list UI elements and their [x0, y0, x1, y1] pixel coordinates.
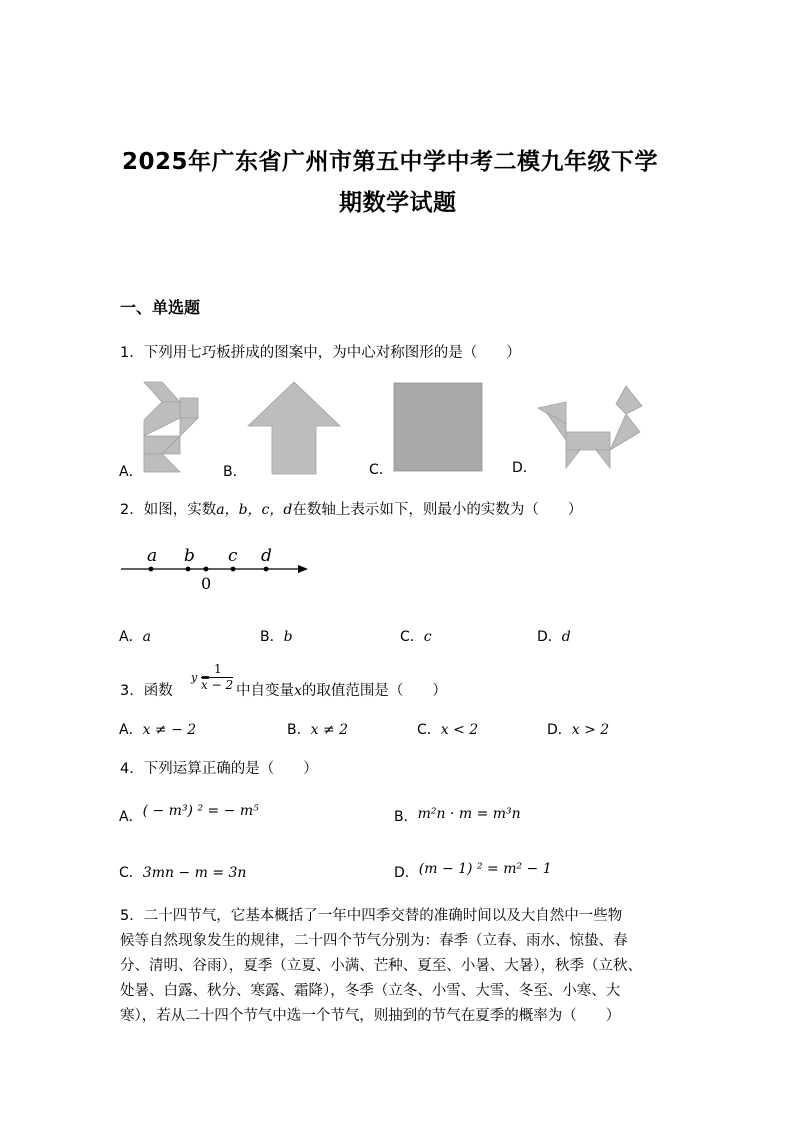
point-zero [204, 567, 209, 572]
number-line-arrow [298, 565, 308, 573]
q3-stem-rest: 中自变量x的取值范围是（ ） [236, 683, 447, 699]
question-5-line-2: 候等自然现象发生的规律，二十四个节气分别为：春季（立春、雨水、惊蛰、春 [120, 933, 628, 949]
q4-option-a: A．( − m³) ² = − m⁵ [119, 803, 259, 825]
tangram-arrow-shape [248, 382, 340, 474]
q1-option-d-label: D． [512, 460, 537, 476]
label-b: b [184, 546, 195, 566]
q2-stem-prefix: 2．如图，实数 [120, 502, 217, 518]
tangram-piece [144, 454, 180, 472]
point-a [149, 567, 154, 572]
label-c: c [228, 546, 238, 566]
question-1-stem: 1．下列用七巧板拼成的图案中，为中心对称图形的是（ ） [120, 345, 521, 361]
question-5-line-4: 处暑、白露、秋分、寒露、霜降），冬季（立冬、小雪、大雪、冬至、小寒、大 [120, 983, 621, 999]
q3-option-a: A．x ≠ − 2 [119, 722, 197, 738]
page-title-line-1: 2025年广东省广州市第五中学中考二模九年级下学 [122, 149, 659, 175]
tangram-piece [610, 414, 640, 450]
q2-stem-suffix: 在数轴上表示如下，则最小的实数为（ ） [292, 502, 583, 518]
tangram-piece [566, 432, 610, 450]
tangram-square-shape [394, 383, 482, 471]
tangram-piece [566, 450, 580, 468]
q1-option-c-figure [392, 381, 484, 473]
tangram-piece [180, 398, 198, 418]
q1-option-a-figure [140, 380, 202, 476]
q3-denominator: x − 2 [201, 678, 234, 692]
q1-option-b-label: B． [223, 464, 247, 480]
q1-option-c-label: C． [369, 462, 393, 478]
tangram-piece [616, 386, 642, 414]
question-5-line-1: 5．二十四节气，它基本概括了一年中四季交替的准确时间以及大自然中一些物 [120, 908, 623, 924]
q4-option-c: C．3mn − m = 3n [119, 865, 247, 881]
q3-numerator: 1 [214, 662, 222, 676]
point-d [264, 567, 269, 572]
label-zero: 0 [201, 574, 212, 593]
q2-option-a: A．a [119, 629, 151, 645]
point-c [231, 567, 236, 572]
q4-option-d: D．(m − 1) ² = m² − 1 [394, 861, 552, 881]
q3-option-b: B．x ≠ 2 [287, 722, 349, 738]
q2-stem-vars: a，b，c，d [216, 502, 293, 518]
q2-option-d: D．d [537, 629, 571, 645]
tangram-piece [596, 450, 610, 468]
tangram-piece [180, 418, 198, 436]
q1-option-a-label: A． [119, 464, 143, 480]
page-title-line-2: 期数学试题 [339, 190, 457, 216]
question-5-line-5: 寒），若从二十四个节气中选一个节气，则抽到的节气在夏季的概率为（ ） [120, 1008, 621, 1024]
point-b [186, 567, 191, 572]
number-line-figure [118, 542, 318, 594]
label-a: a [147, 546, 158, 566]
question-2-stem [120, 498, 582, 519]
q3-y-eq: y = [191, 671, 210, 684]
tangram-piece [144, 382, 180, 402]
q2-option-b: B．b [260, 629, 293, 645]
q3-stem-prefix: 3．函数 [120, 683, 173, 699]
q1-option-d-figure [536, 384, 648, 474]
q2-option-c: C．c [400, 629, 432, 645]
label-d: d [261, 546, 272, 566]
tangram-piece [144, 402, 180, 436]
question-5-line-3: 分、清明、谷雨），夏季（立夏、小满、芒种、夏至、小暑、大暑），秋季（立秋、 [120, 958, 642, 974]
section-heading: 一、单选题 [120, 298, 201, 317]
q1-option-b-figure [246, 380, 342, 476]
question-4-stem: 4．下列运算正确的是（ ） [120, 761, 318, 777]
q3-option-d: D．x > 2 [547, 722, 610, 738]
q4-option-b: B．m²n · m = m³n [394, 806, 521, 825]
q3-option-c: C．x < 2 [417, 722, 479, 738]
